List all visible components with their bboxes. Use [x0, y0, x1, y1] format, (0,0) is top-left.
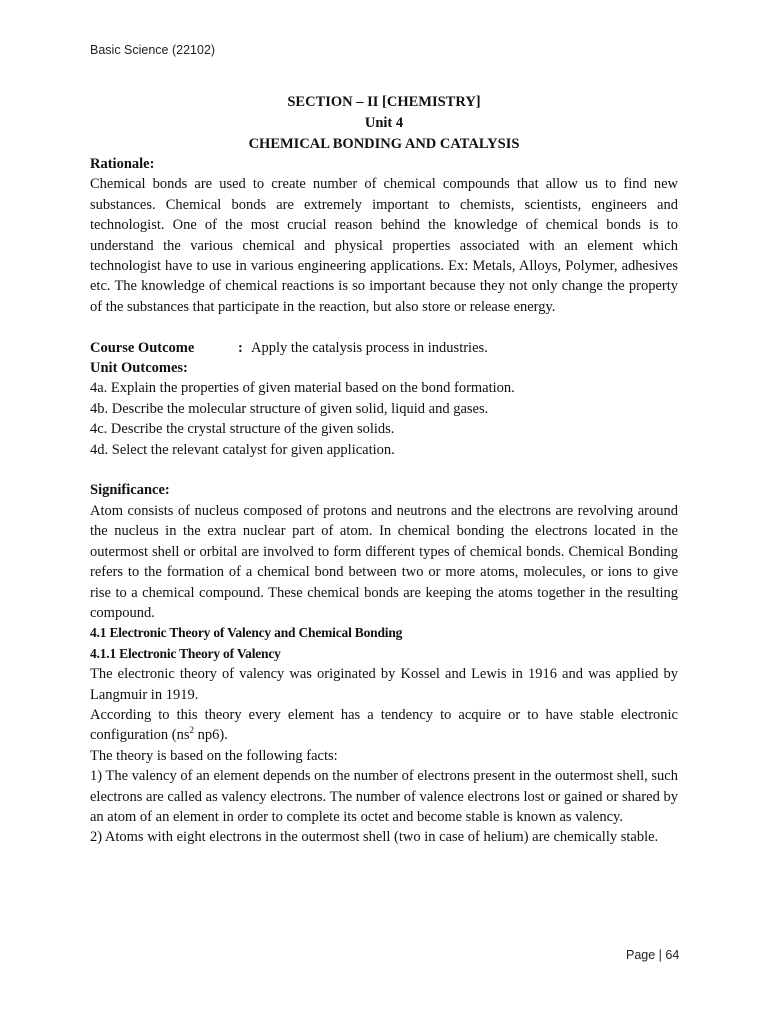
title-block	[90, 92, 678, 155]
course-outcome-text: Apply the catalysis process in industries.	[251, 339, 488, 356]
running-header: Basic Science (22102)	[90, 43, 216, 57]
course-outcome-colon: :	[238, 339, 243, 356]
page-number: Page | 64	[626, 948, 680, 962]
fact-item: 1) The valency of an element depends on the number of electrons present in the outermost shell, such electrons are called as valency electrons. The number of valence electrons lost or gained or shared by an atom of an element in order to complete its octet and become stable is known as valency.	[90, 768, 678, 825]
chapter-title: CHEMICAL BONDING AND CATALYSIS	[248, 136, 520, 152]
spacer	[90, 460, 678, 480]
body-content	[90, 154, 678, 848]
fact-item: 2) Atoms with eight electrons in the outermost shell (two in case of helium) are chemically stable.	[90, 829, 659, 846]
significance-paragraph: Atom consists of nucleus composed of protons and neutrons and the electrons are revolving around the nucleus in the extra nuclear part of atom. In chemical bonding the electrons located in the outermost shell or orbital are involved to form different types of chemical bonds. Chemical Bonding refers to the formation of a chemical bond between two or more atoms, molecules, or ions to give rise to a chemical compound. These chemical bonds are keeping the atoms together in the resulting compound.	[90, 502, 678, 621]
theory-statement-paragraph	[90, 705, 678, 746]
facts-intro: The theory is based on the following facts:	[90, 747, 338, 764]
course-outcome-label: Course Outcome	[90, 339, 195, 356]
unit-outcome-item: 4a. Explain the properties of given material based on the bond formation.	[90, 380, 515, 397]
unit-outcome-item: 4b. Describe the molecular structure of given solid, liquid and gases.	[90, 400, 489, 417]
theory-statement-text: According to this theory every element has a tendency to acquire or to have stable electronic configuration (ns	[90, 706, 678, 744]
spacer	[90, 317, 678, 337]
unit-outcome-item: 4c. Describe the crystal structure of the given solids.	[90, 421, 395, 438]
section-heading: 4.1 Electronic Theory of Valency and Chemical Bonding	[90, 625, 403, 641]
unit-outcome-item: 4d. Select the relevant catalyst for given application.	[90, 441, 395, 458]
significance-heading: Significance:	[90, 482, 170, 499]
theory-statement-tail: np6).	[193, 727, 228, 744]
unit-title: Unit 4	[364, 115, 404, 131]
subsection-heading: 4.1.1 Electronic Theory of Valency	[90, 645, 281, 661]
section-title: SECTION – II [CHEMISTRY]	[287, 94, 481, 110]
course-outcome-row	[90, 338, 678, 358]
theory-origin-paragraph: The electronic theory of valency was originated by Kossel and Lewis in 1916 and was applied by Langmuir in 1919.	[90, 666, 678, 703]
rationale-heading: Rationale:	[90, 156, 155, 172]
unit-outcomes-heading: Unit Outcomes:	[90, 360, 188, 377]
rationale-paragraph: Chemical bonds are used to create number of chemical compounds that allow us to find new substances. Chemical bonds are extremely important to chemists, scientists, engineers and technologist. One of the most crucial reason behind the knowledge of chemical bonds is to understand the various chemical and physical properties associated with an element which technologist have to use in various engineering applications. Ex: Metals, Alloys, Polymer, adhesives etc. The knowledge of chemical reactions is so important because they not only change the property of the substances that participate in the reaction, but also store or release energy.	[90, 176, 678, 315]
superscript: 2	[189, 725, 194, 736]
